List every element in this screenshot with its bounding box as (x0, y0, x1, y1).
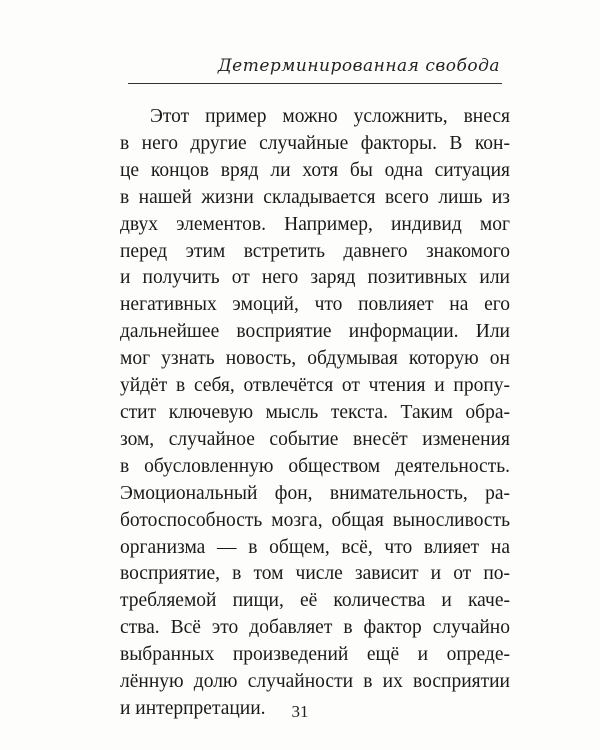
text-line: стит ключевую мысль текста. Таким обра- (120, 401, 510, 423)
text-line: негативных эмоций, что повлияет на его (120, 294, 510, 316)
text-line: требляемой пищи, её количества и каче- (120, 590, 510, 612)
page-number: 31 (291, 702, 309, 721)
text-line: Эмоциональный фон, внимательность, ра- (120, 482, 510, 504)
text-line: организма — в общем, всё, что влияет на (120, 536, 510, 558)
text-line: и получить от него заряд позитивных или (120, 267, 510, 289)
text-line: в нашей жизни складывается всего лишь из (120, 186, 510, 208)
text-line: и интерпретации. (120, 697, 266, 719)
text-line: дальнейшее восприятие информации. Или (120, 321, 510, 343)
text-line: уйдёт в себя, отвлечётся от чтения и пропу- (120, 375, 510, 397)
header-rule (128, 83, 502, 84)
text-line: восприятие, в том числе зависит и от по- (120, 563, 510, 585)
body-paragraph (120, 104, 510, 723)
text-line: це концов вряд ли хотя бы одна ситуация (120, 159, 510, 181)
text-line: двух элементов. Например, индивид мог (120, 213, 510, 235)
text-line: мог узнать новость, обдумывая которую он (120, 348, 510, 370)
text-line: зом, случайное событие внесёт изменения (120, 428, 510, 450)
text-line: ботоспособность мозга, общая выносливость (120, 509, 510, 531)
running-header: Детерминированная свобода (217, 56, 500, 76)
text-line: в обусловленную обществом деятельность. (120, 455, 510, 477)
text-line: перед этим встретить давнего знакомого (120, 240, 510, 262)
text-line: Этот пример можно усложнить, внеся (150, 106, 510, 127)
text-line: лённую долю случайности в их восприятии (120, 671, 510, 693)
text-line: выбранных произведений ещё и опреде- (120, 644, 510, 666)
text-line: в него другие случайные факторы. В кон- (120, 132, 510, 154)
text-line: ства. Всё это добавляет в фактор случайно (120, 617, 510, 639)
